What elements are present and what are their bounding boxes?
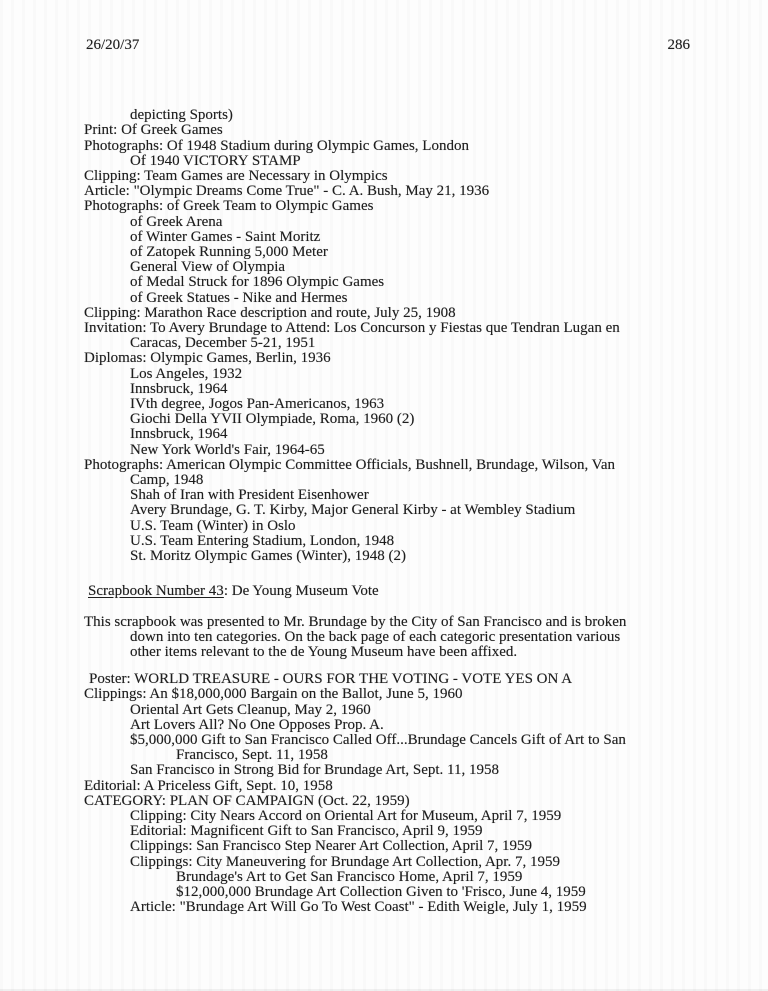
scrapbook-entry-line: San Francisco in Strong Bid for Brundage Art, Sept. 11, 1958 xyxy=(130,762,499,779)
scrapbook-entry-line: Print: Of Greek Games xyxy=(84,122,223,139)
scrapbook-entry-line: depicting Sports) xyxy=(130,107,233,124)
scrapbook-entry-line: Clipping: City Nears Accord on Oriental Art for Museum, April 7, 1959 xyxy=(130,807,562,824)
scrapbook-entry-line: of Winter Games - Saint Moritz xyxy=(130,228,321,245)
scrapbook-entry-line: Clippings: San Francisco Step Nearer Art Collection, April 7, 1959 xyxy=(130,838,533,855)
description-line: This scrapbook was presented to Mr. Brundage by the City of San Francisco and is broken xyxy=(84,613,627,630)
scrapbook-entry-line: Giochi Della YVII Olympiade, Roma, 1960 (2) xyxy=(130,411,415,428)
scrapbook-entry-line: Of 1940 VICTORY STAMP xyxy=(130,152,301,169)
description-line: other items relevant to the de Young Museum have been affixed. xyxy=(130,643,518,660)
scrapbook-entry-line: Clippings: An $18,000,000 Bargain on the Ballot, June 5, 1960 xyxy=(84,686,463,703)
scrapbook-entry-line: Brundage's Art to Get San Francisco Home, April 7, 1959 xyxy=(176,868,523,885)
scrapbook-entry-line: Photographs: American Olympic Committee Officials, Bushnell, Brundage, Wilson, Van xyxy=(84,456,615,473)
scrapbook-entry-line: Los Angeles, 1932 xyxy=(130,365,243,382)
scrapbook-entry-line: General View of Olympia xyxy=(130,259,286,276)
scrapbook-entry-line: Poster: WORLD TREASURE - OURS FOR THE VOTING - VOTE YES ON A xyxy=(89,671,573,688)
collection-reference-number: 26/20/37 xyxy=(86,37,140,53)
scrapbook-entry-line: $5,000,000 Gift to San Francisco Called Off...Brundage Cancels Gift of Art to San xyxy=(130,731,626,748)
scrapbook-entry-line: Diplomas: Olympic Games, Berlin, 1936 xyxy=(84,350,331,367)
scrapbook-entry-line: Clippings: City Maneuvering for Brundage Art Collection, Apr. 7, 1959 xyxy=(130,853,560,870)
scrapbook-entry-line: Oriental Art Gets Cleanup, May 2, 1960 xyxy=(130,701,371,718)
scrapbook-entry-line: CATEGORY: PLAN OF CAMPAIGN (Oct. 22, 1959) xyxy=(84,792,410,809)
scrapbook-entry-line: U.S. Team (Winter) in Oslo xyxy=(130,517,296,534)
scrapbook-entry-line: New York World's Fair, 1964-65 xyxy=(130,441,325,458)
page-header xyxy=(0,0,768,53)
scrapbook-entry-line: Francisco, Sept. 11, 1958 xyxy=(176,747,328,764)
scrapbook-entry-line: Clipping: Marathon Race description and route, July 25, 1908 xyxy=(84,304,456,321)
scrapbook-entry-line: Avery Brundage, G. T. Kirby, Major General Kirby - at Wembley Stadium xyxy=(130,502,576,519)
description-line: down into ten categories. On the back page of each categoric presentation various xyxy=(130,628,621,645)
scrapbook-entry-line: Clipping: Team Games are Necessary in Olympics xyxy=(84,168,388,185)
page-number: 286 xyxy=(667,37,690,53)
scrapbook-43-entry-list xyxy=(84,672,738,915)
scrapbook-entry-line: Photographs: of Greek Team to Olympic Games xyxy=(84,198,374,215)
scrapbook-entry-line: Innsbruck, 1964 xyxy=(130,380,228,397)
scrapbook-entry-line: Invitation: To Avery Brundage to Attend: Los Concurson y Fiestas que Tendran Lugan en xyxy=(84,320,620,337)
scrapbook-entry-line: of Greek Statues - Nike and Hermes xyxy=(130,289,348,306)
scrapbook-entry-line: Innsbruck, 1964 xyxy=(130,426,228,443)
scrapbook-entry-line: Article: "Olympic Dreams Come True" - C. A. Bush, May 21, 1936 xyxy=(84,183,490,200)
scrapbook-entry-line: Editorial: Magnificent Gift to San Francisco, April 9, 1959 xyxy=(130,823,483,840)
scrapbook-entry-line: Article: "Brundage Art Will Go To West Coast" - Edith Weigle, July 1, 1959 xyxy=(130,899,587,916)
scrapbook-entry-line: of Medal Struck for 1896 Olympic Games xyxy=(130,274,385,291)
scrapbook-43-heading-subtitle: : De Young Museum Vote xyxy=(223,583,379,600)
scrapbook-entry-line: IVth degree, Jogos Pan-Americanos, 1963 xyxy=(130,396,385,413)
scrapbook-entry-line: U.S. Team Entering Stadium, London, 1948 xyxy=(130,532,395,549)
scrapbook-43-heading xyxy=(88,584,738,599)
scrapbook-entry-line: Editorial: A Priceless Gift, Sept. 10, 1958 xyxy=(84,777,333,794)
olympic-scrapbook-entry-list xyxy=(84,108,738,564)
scrapbook-entry-line: of Greek Arena xyxy=(130,213,223,230)
scrapbook-entry-line: of Zatopek Running 5,000 Meter xyxy=(130,244,328,261)
scrapbook-entry-line: Photographs: Of 1948 Stadium during Olympic Games, London xyxy=(84,137,469,154)
scrapbook-entry-line: St. Moritz Olympic Games (Winter), 1948 (2) xyxy=(130,548,407,565)
scrapbook-entry-line: $12,000,000 Brundage Art Collection Given to 'Frisco, June 4, 1959 xyxy=(176,883,586,900)
document-body xyxy=(0,108,768,915)
scrapbook-entry-line: Art Lovers All? No One Opposes Prop. A. xyxy=(130,716,384,733)
scrapbook-43-heading-title: Scrapbook Number 43 xyxy=(88,583,224,600)
scrapbook-entry-line: Caracas, December 5-21, 1951 xyxy=(130,335,316,352)
scrapbook-entry-line: Camp, 1948 xyxy=(130,472,204,489)
scrapbook-entry-line: Shah of Iran with President Eisenhower xyxy=(130,487,369,504)
scrapbook-43-description xyxy=(84,615,738,661)
